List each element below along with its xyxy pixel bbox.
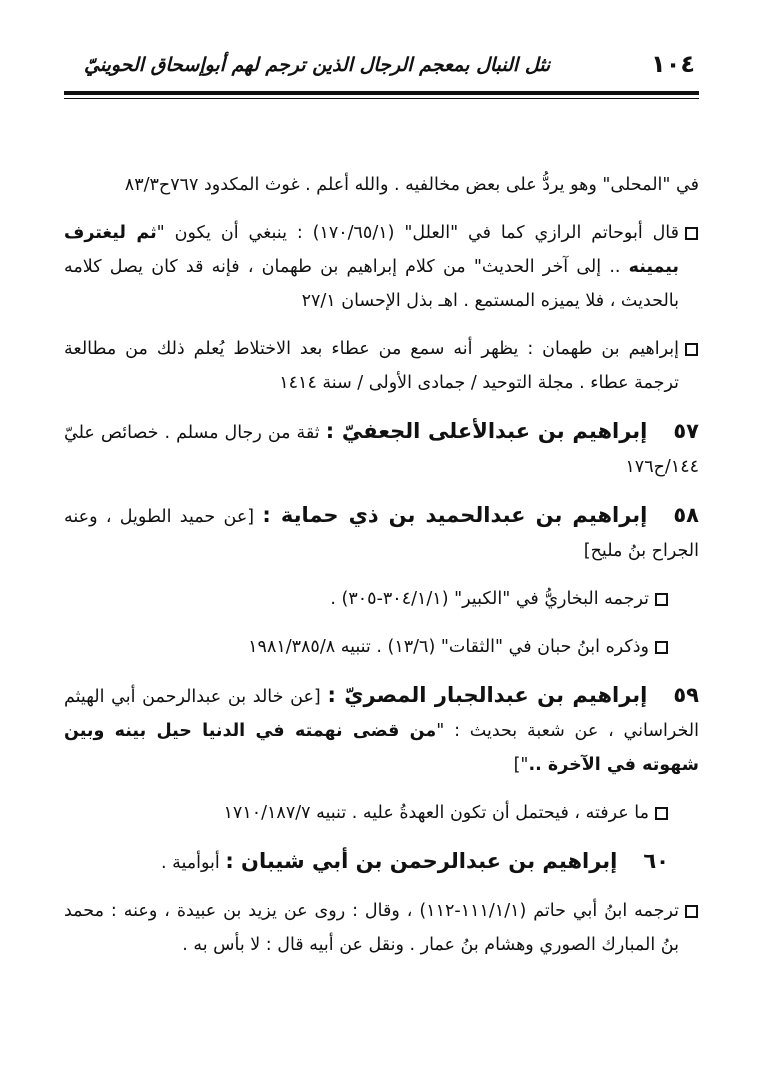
bullet-note: ترجمه ابنُ أبي حاتم (١١١/١/١-١١٢) ، وقال : روى عن يزيد بن عبيدة ، وعنه : محمد بنُ المبارك الصوري وهشام بنُ عمار . ونقل عن أبيه قال : لا بأس به . [64, 894, 699, 962]
page-body [64, 168, 699, 976]
entry-57: ٥٧إبراهيم بن عبدالأعلى الجعفيّ : ثقة من رجال مسلم . خصائص عليّ ١٤٤/ح١٧٦ [64, 419, 699, 477]
entry-59: ٥٩إبراهيم بن عبدالجبار المصريّ : [عن خالد بن عبدالرحمن أبي الهيثم الخراساني ، عن شعبة بحديث : "من قضى نهمته في الدنيا حيل بينه وبين شهوته في الآخرة .."] [64, 683, 699, 775]
entry-name: إبراهيم بن عبدالرحمن بن أبي شيبان : [225, 849, 618, 873]
bullet-note: وذكره ابنُ حبان في "الثقات" (١٣/٦) . تنبيه ١٩٨١/٣٨٥/٨ [64, 630, 699, 664]
entry-60: ٦٠إبراهيم بن عبدالرحمن بن أبي شيبان : أبوأمية . [160, 849, 669, 873]
book-title: نثل النبال بمعجم الرجال الذين ترجم لهم أبوإسحاق الحوينيّ [84, 54, 551, 76]
page-number: ١٠٤ [651, 50, 695, 78]
bullet-note: إبراهيم بن طهمان : يظهر أنه سمع من عطاء بعد الاختلاط يُعلم ذلك من مطالعة ترجمة عطاء . مجلة التوحيد / جمادى الأولى / سنة ١٤١٤ [64, 332, 699, 400]
entry-number: ٥٨ [673, 503, 699, 527]
running-header [64, 44, 699, 90]
square-bullet-icon [655, 593, 668, 606]
entry-number: ٥٧ [673, 419, 699, 443]
entry-name: إبراهيم بن عبدالأعلى الجعفيّ : [325, 419, 648, 443]
square-bullet-icon [655, 807, 668, 820]
header-rule-thick [64, 91, 699, 95]
square-bullet-icon [655, 641, 668, 654]
header-rule-thin [64, 98, 699, 99]
bullet-note: ما عرفته ، فيحتمل أن تكون العهدةُ عليه . تنبيه ١٧١٠/١٨٧/٧ [64, 796, 699, 830]
entry-name: إبراهيم بن عبدالجبار المصريّ : [327, 683, 648, 707]
square-bullet-icon [685, 343, 698, 356]
entry-number: ٥٩ [673, 683, 699, 707]
square-bullet-icon [685, 227, 698, 240]
continuation-paragraph: في "المحلى" وهو يردُّ على بعض مخالفيه . والله أعلم . غوث المكدود ٧٦٧ح٨٣/٣ [124, 175, 699, 195]
bullet-note: ترجمه البخاريُّ في "الكبير" (٣٠٤/١/١-٣٠٥) . [64, 582, 699, 616]
quoted-hadith: من قضى نهمته في الدنيا حيل بينه وبين شهوته في الآخرة .. [64, 721, 699, 775]
bullet-note: قال أبوحاتم الرازي كما في "العلل" (١٧٠/٦٥/١) : ينبغي أن يكون "ثم ليغترف بيمينه .. إلى آخر الحديث" من كلام إبراهيم بن طهمان ، فإنه قد كان يصل كلامه بالحديث ، فلا يميزه المستمع . اهـ بذل الإحسان ٢٧/١ [64, 216, 699, 318]
entry-number: ٦٠ [643, 849, 669, 873]
quoted-hadith: ثم ليغترف بيمينه [64, 223, 679, 277]
square-bullet-icon [685, 905, 698, 918]
entry-58: ٥٨إبراهيم بن عبدالحميد بن ذي حماية : [عن حميد الطويل ، وعنه الجراح بنُ مليح] [64, 503, 699, 561]
entry-name: إبراهيم بن عبدالحميد بن ذي حماية : [262, 503, 648, 527]
